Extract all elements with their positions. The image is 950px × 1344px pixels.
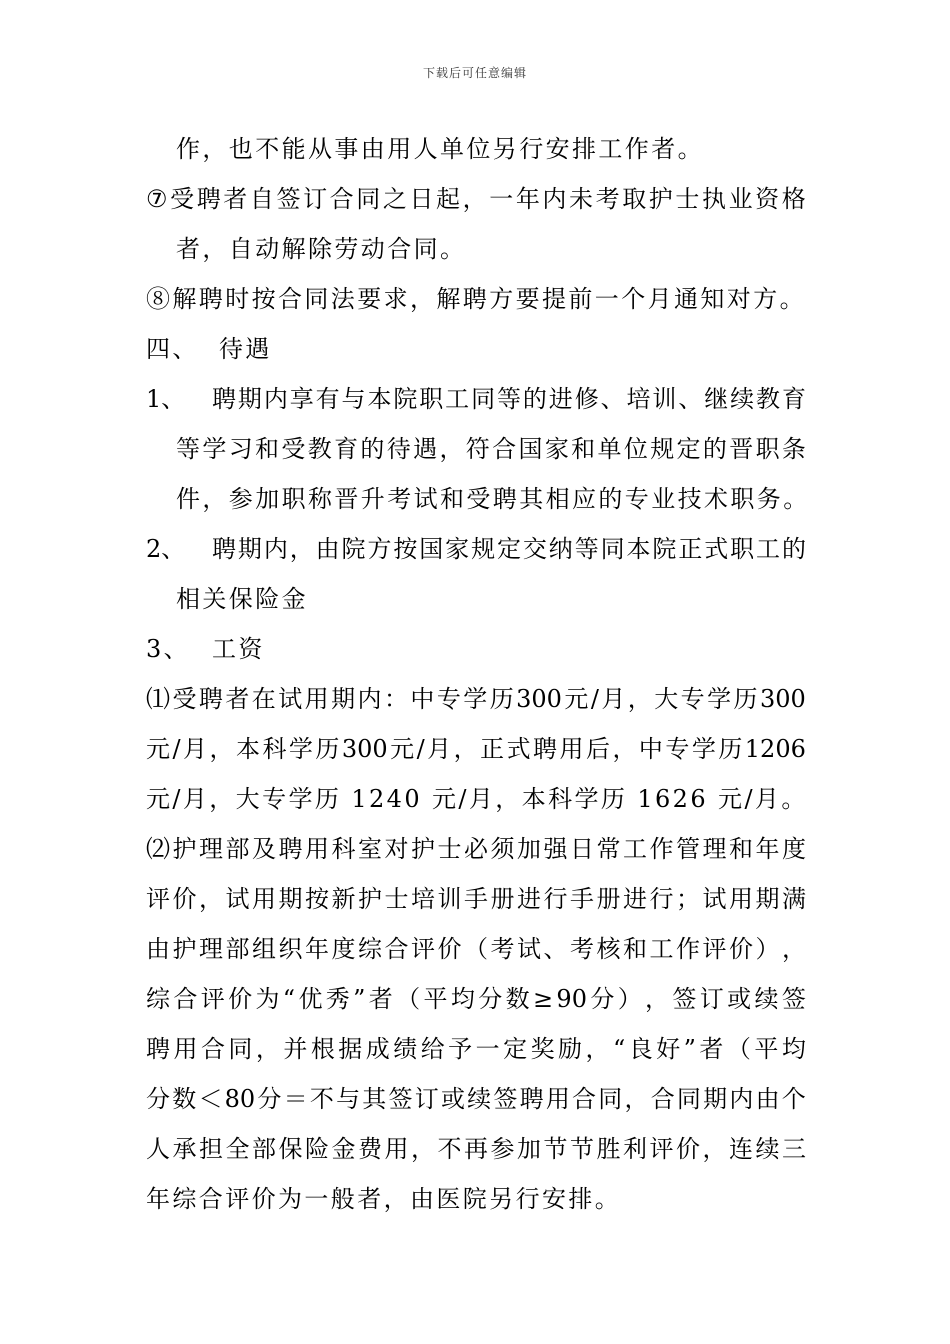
text-line-justified: ⑴ 受 聘 者 在 试 用 期 内 ： 中 专 学 历 300 元 / 月 ， 大 专 学 历 300 — [146, 685, 806, 713]
text-line: ⑧解聘时按合同法要求，解聘方要提前一个月通知对方。 — [146, 285, 806, 313]
text-line: 作，也不能从事由用人单位另行安排工作者。 — [176, 135, 704, 163]
text-line-justified: 等 学 习 和 受 教 育 的 待 遇 ， 符 合 国 家 和 单 位 规 定 的 晋 职 条 — [176, 435, 806, 463]
text-line-justified: 聘 用 合 同 ， 并 根 据 成 绩 给 予 一 定 奖 励 ， “ 良 好 ” 者 （ 平 均 — [146, 1035, 806, 1063]
section-heading: 四、 待遇 — [146, 335, 272, 363]
text-line: 年综合评价为一般者，由医院另行安排。 — [146, 1185, 622, 1213]
text-line-justified: 元 / 月 ， 本 科 学 历 300 元 / 月 ， 正 式 聘 用 后 ， 中 专 学 历 1206 — [146, 735, 806, 763]
text-line: 相关保险金 — [176, 585, 308, 613]
text-line-justified: 聘 期 内 ， 由 院 方 按 国 家 规 定 交 纳 等 同 本 院 正 式 职 工 的 — [212, 535, 806, 563]
text-line-justified: 评 价 ， 试 用 期 按 新 护 士 培 训 手 册 进 行 手 册 进 行 ； 试 用 期 满 — [146, 885, 806, 913]
list-item-3 — [146, 634, 265, 664]
text-line-justified: ⑵ 护 理 部 及 聘 用 科 室 对 护 士 必 须 加 强 日 常 工 作 管 理 和 年 度 — [146, 835, 806, 863]
list-item-1 — [146, 384, 806, 414]
list-number: 3、 — [146, 635, 191, 663]
list-item-2 — [146, 534, 806, 564]
list-text: 工资 — [212, 635, 265, 663]
text-line-justified: 分 数 ＜ 80 分 ＝ 不 与 其 签 订 或 续 签 聘 用 合 同 ， 合 同 期 内 由 个 — [146, 1085, 806, 1113]
text-line-justified: 综 合 评 价 为 “ 优 秀 ” 者 （ 平 均 分 数 ≥ 90 分 ） ， 签 订 或 续 签 — [146, 985, 806, 1013]
text-line: 元/月，大专学历 1240 元/月，本科学历 1626 元/月。 — [146, 785, 808, 813]
list-number: 2、 — [146, 535, 186, 563]
text-line: 件，参加职称晋升考试和受聘其相应的专业技术职务。 — [176, 485, 810, 513]
text-line: 者，自动解除劳动合同。 — [176, 235, 467, 263]
page-header: 下载后可任意编辑 — [422, 66, 527, 80]
list-number: 1、 — [146, 385, 186, 413]
text-line-justified: 由 护 理 部 组 织 年 度 综 合 评 价 （ 考 试 、 考 核 和 工 作 评 价 ） ， — [146, 935, 806, 963]
text-line-justified: 聘 期 内 享 有 与 本 院 职 工 同 等 的 进 修 、 培 训 、 继 续 教 育 — [212, 385, 806, 413]
text-line-justified: ⑦ 受 聘 者 自 签 订 合 同 之 日 起 ， 一 年 内 未 考 取 护 士 执 业 资 格 — [146, 185, 806, 213]
text-line-justified: 人 承 担 全 部 保 险 金 费 用 ， 不 再 参 加 节 节 胜 利 评 价 ， 连 续 三 — [146, 1135, 806, 1163]
